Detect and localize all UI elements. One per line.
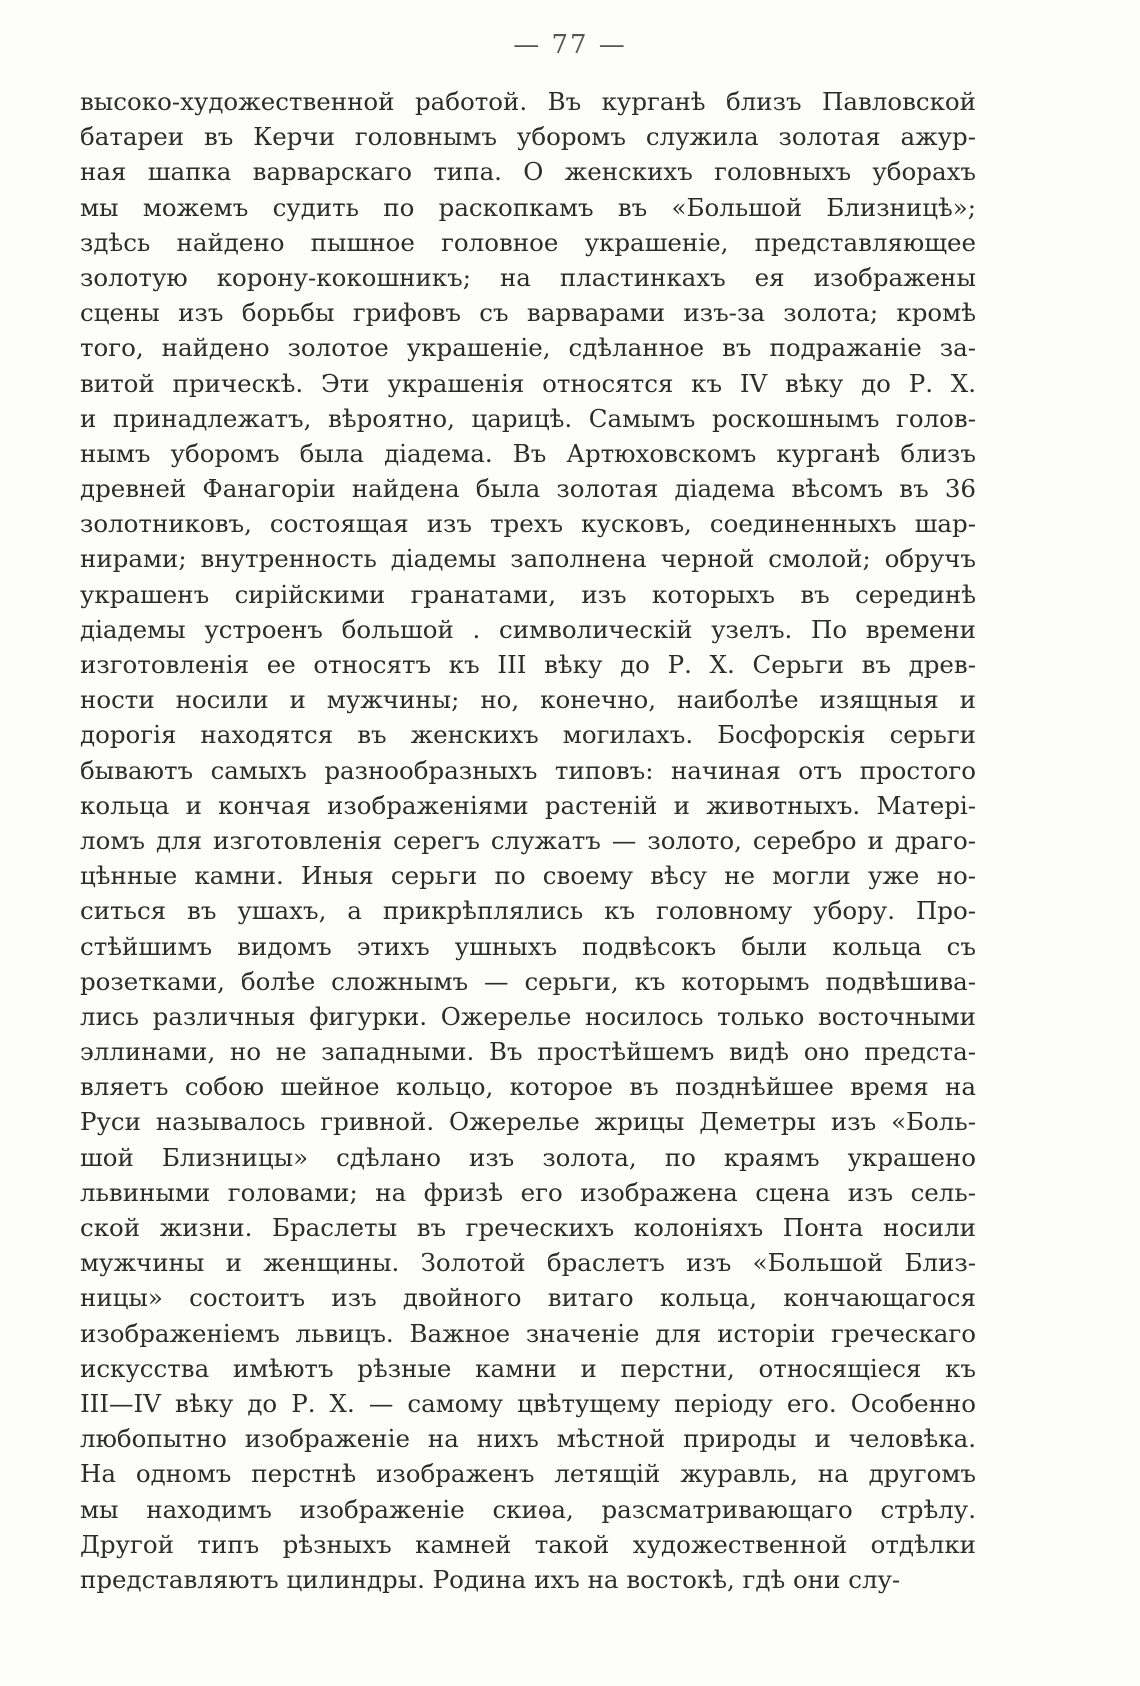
- text-line: эллинами, но не западными. Въ простѣйшемъ видѣ оно предста-: [80, 1037, 976, 1067]
- text-line: украшенъ сирійскими гранатами, изъ которыхъ въ серединѣ: [80, 579, 976, 609]
- text-line: мы можемъ судить по раскопкамъ въ «Большой Близницѣ»;: [80, 192, 976, 222]
- text-line: изображеніемъ львицъ. Важное значеніе для исторіи греческаго: [80, 1318, 976, 1348]
- text-line: ности носили и мужчины; но, конечно, наиболѣе изящныя и: [80, 685, 976, 715]
- text-line: вляетъ собою шейное кольцо, которое въ позднѣйшее время на: [80, 1072, 976, 1102]
- text-line: искусства имѣютъ рѣзные камни и перстни, относящіеся къ: [80, 1353, 976, 1383]
- text-line: здѣсь найдено пышное головное украшеніе, представляющее: [80, 227, 976, 257]
- text-line: дорогія находятся въ женскихъ могилахъ. Босфорскія серьги: [80, 720, 976, 750]
- text-line: бываютъ самыхъ разнообразныхъ типовъ: начиная отъ простого: [80, 755, 976, 785]
- text-line: кольца и кончая изображеніями растеній и животныхъ. Матері-: [80, 790, 976, 820]
- text-line: розетками, болѣе сложнымъ — серьги, къ которымъ подвѣшива-: [80, 966, 976, 996]
- text-line: Другой типъ рѣзныхъ камней такой художественной отдѣлки: [80, 1529, 976, 1559]
- text-line: высоко-художественной работой. Въ курганѣ близъ Павловской: [80, 87, 976, 116]
- text-line: ситься въ ушахъ, а прикрѣплялись къ головному убору. Про-: [80, 896, 976, 926]
- body-text: [80, 84, 976, 1597]
- text-line: ная шапка варварскаго типа. О женскихъ головныхъ уборахъ: [80, 157, 976, 187]
- text-line: діадемы устроенъ большой . символическій узелъ. По времени: [80, 614, 976, 644]
- text-line: того, найдено золотое украшеніе, сдѣланное въ подражаніе за-: [80, 333, 976, 363]
- text-line: витой прическѣ. Эти украшенія относятся къ IV вѣку до Р. Х.: [80, 368, 976, 398]
- text-line: представляютъ цилиндры. Родина ихъ на востокѣ, гдѣ они слу-: [80, 1564, 901, 1594]
- text-line: нымъ уборомъ была діадема. Въ Артюховскомъ курганѣ близъ: [80, 438, 976, 468]
- text-line: золотую корону-кокошникъ; на пластинкахъ ея изображены: [80, 262, 976, 292]
- text-line: Руси называлось гривной. Ожерелье жрицы Деметры изъ «Боль-: [80, 1107, 976, 1137]
- text-line: древней Фанагоріи найдена была золотая діадема вѣсомъ въ 36: [80, 474, 976, 504]
- text-line: любопытно изображеніе на нихъ мѣстной природы и человѣка.: [80, 1424, 976, 1454]
- text-line: нирами; внутренность діадемы заполнена черной смолой; обручъ: [80, 544, 976, 574]
- text-line: ской жизни. Браслеты въ греческихъ колоніяхъ Понта носили: [80, 1213, 976, 1242]
- text-line: львиными головами; на фризѣ его изображена сцена изъ сель-: [80, 1177, 976, 1207]
- text-line: сцены изъ борьбы грифовъ съ варварами изъ-за золота; кромѣ: [80, 298, 976, 328]
- text-line: III—IV вѣку до Р. Х. — самому цвѣтущему періоду его. Особенно: [80, 1388, 976, 1418]
- text-line: и принадлежатъ, вѣроятно, царицѣ. Самымъ роскошнымъ голов-: [80, 403, 976, 433]
- text-line: мы находимъ изображеніе скиѳа, разсматривающаго стрѣлу.: [80, 1494, 976, 1524]
- text-line: шой Близницы» сдѣлано изъ золота, по краямъ украшено: [80, 1142, 976, 1172]
- text-line: ломъ для изготовленія серегъ служатъ — золото, серебро и драго-: [80, 825, 976, 855]
- text-line: батареи въ Керчи головнымъ уборомъ служила золотая ажур-: [80, 122, 976, 152]
- text-line: На одномъ перстнѣ изображенъ летящій журавль, на другомъ: [80, 1459, 976, 1489]
- text-line: золотниковъ, состоящая изъ трехъ кусковъ, соединенныхъ шар-: [80, 509, 976, 539]
- text-line: изготовленія ее относятъ къ III вѣку до Р. Х. Серьги въ древ-: [80, 650, 976, 679]
- text-line: ницы» состоитъ изъ двойного витаго кольца, кончающагося: [80, 1283, 976, 1313]
- text-line: мужчины и женщины. Золотой браслетъ изъ «Большой Близ-: [80, 1248, 976, 1278]
- text-line: стѣйшимъ видомъ этихъ ушныхъ подвѣсокъ были кольца съ: [80, 931, 976, 961]
- text-line: цѣнные камни. Иныя серьги по своему вѣсу не могли уже но-: [80, 861, 976, 891]
- text-line: лись различныя фигурки. Ожерелье носилось только восточными: [80, 1001, 976, 1031]
- page-number: — 77 —: [513, 30, 627, 60]
